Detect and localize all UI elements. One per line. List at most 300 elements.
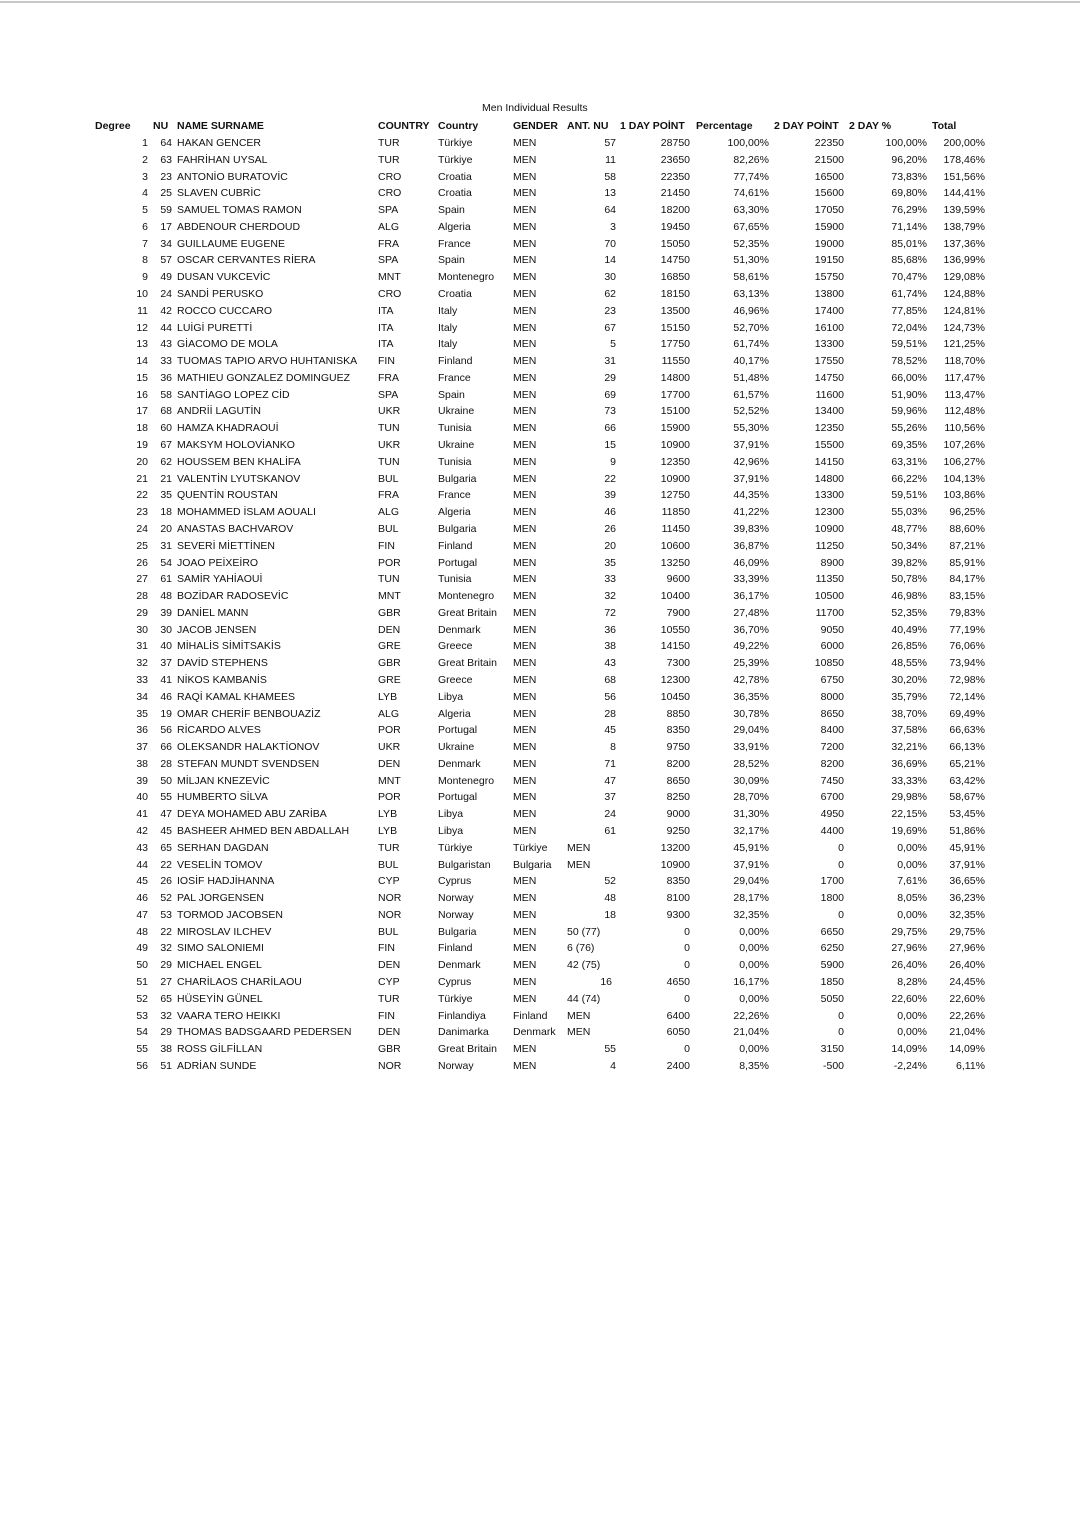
cell-country: Finlandiya: [438, 1009, 486, 1022]
cell-total: 45,91%: [949, 841, 985, 854]
table-row: [0, 756, 1080, 773]
cell-degree: 53: [136, 1009, 148, 1022]
cell-country-code: DEN: [378, 623, 401, 636]
table-row: [0, 336, 1080, 353]
table-row: [0, 706, 1080, 723]
cell-nu: 33: [160, 355, 172, 368]
table-row: [0, 857, 1080, 874]
table-row: [0, 638, 1080, 655]
cell-gender: MEN: [513, 506, 537, 519]
cell-total: 104,13%: [943, 472, 985, 485]
cell-day2-pct: 85,01%: [891, 237, 927, 250]
cell-total: 124,73%: [943, 321, 985, 334]
cell-nu: 57: [160, 254, 172, 267]
cell-name: HUMBERTO SİLVA: [177, 791, 268, 804]
cell-name: ROSS GİLFİLLAN: [177, 1043, 263, 1056]
cell-ant-nu: 33: [604, 573, 616, 586]
cell-gender: MEN: [513, 791, 537, 804]
cell-country: France: [438, 237, 471, 250]
cell-percentage: 30,78%: [733, 707, 769, 720]
cell-day1-point: 9250: [666, 824, 690, 837]
cell-degree: 47: [136, 908, 148, 921]
header-nu: NU: [153, 120, 169, 132]
table-row: [0, 605, 1080, 622]
cell-total: 124,88%: [943, 288, 985, 301]
cell-total: 117,47%: [944, 371, 985, 384]
cell-gender: MEN: [513, 908, 537, 921]
cell-day1-point: 12750: [660, 489, 690, 502]
table-row: [0, 370, 1080, 387]
cell-gender: MEN: [513, 992, 537, 1005]
cell-name: STEFAN MUNDT SVENDSEN: [177, 757, 320, 770]
cell-country-code: ALG: [378, 220, 400, 233]
cell-degree: 40: [136, 791, 148, 804]
cell-day2-pct: 29,75%: [891, 925, 927, 938]
cell-day2-point: 8650: [820, 707, 844, 720]
cell-day2-pct: 0,00%: [897, 1009, 927, 1022]
cell-nu: 41: [160, 673, 172, 686]
cell-ant-nu: 71: [604, 757, 616, 770]
cell-percentage: 37,91%: [733, 858, 769, 871]
cell-country: Libya: [438, 824, 464, 837]
cell-total: 21,04%: [949, 1026, 985, 1039]
cell-country-code: TUN: [378, 422, 400, 435]
cell-name: SERHAN DAGDAN: [177, 841, 269, 854]
table-row: [0, 789, 1080, 806]
cell-nu: 35: [160, 489, 172, 502]
cell-percentage: 25,39%: [733, 657, 769, 670]
cell-country: Tunisia: [438, 573, 472, 586]
cell-day1-point: 10450: [660, 690, 690, 703]
cell-percentage: 33,91%: [733, 741, 769, 754]
cell-nu: 47: [160, 808, 172, 821]
cell-country-code: DEN: [378, 1026, 401, 1039]
cell-ant-nu: 24: [604, 808, 616, 821]
cell-day2-point: 14800: [814, 472, 844, 485]
top-border-line: [0, 1, 1080, 3]
cell-country-code: GBR: [378, 606, 401, 619]
cell-name: GUILLAUME EUGENE: [177, 237, 285, 250]
cell-day1-point: 11450: [661, 522, 690, 535]
cell-ant-nu: 36: [604, 623, 616, 636]
cell-country-code: BUL: [378, 472, 399, 485]
cell-day1-point: 7300: [666, 657, 690, 670]
cell-percentage: 55,30%: [733, 422, 769, 435]
table-row: [0, 739, 1080, 756]
cell-name: ROCCO CUCCARO: [177, 304, 273, 317]
cell-country-code: FRA: [378, 237, 399, 250]
cell-total: 85,91%: [949, 556, 985, 569]
cell-percentage: 36,35%: [733, 690, 769, 703]
cell-degree: 5: [142, 204, 148, 217]
cell-day1-point: 17700: [660, 388, 690, 401]
cell-percentage: 37,91%: [733, 472, 769, 485]
cell-day2-point: 5900: [820, 959, 844, 972]
cell-day2-pct: 22,15%: [891, 808, 927, 821]
cell-ant-nu: 67: [604, 321, 616, 334]
cell-country: Montenegro: [438, 271, 495, 284]
table-row: [0, 890, 1080, 907]
cell-day2-pct: 27,96%: [891, 942, 927, 955]
cell-gender: MEN: [513, 1059, 537, 1072]
cell-day2-point: 12350: [814, 422, 844, 435]
cell-total: 79,83%: [949, 606, 985, 619]
cell-ant-nu: 22: [604, 472, 616, 485]
cell-day2-point: 4400: [820, 824, 844, 837]
cell-name: SLAVEN CUBRİC: [177, 187, 261, 200]
table-row: [0, 924, 1080, 941]
cell-gender: Denmark: [513, 1026, 556, 1039]
cell-day1-point: 8100: [666, 892, 690, 905]
cell-gender: MEN: [513, 1043, 537, 1056]
cell-total: 139,59%: [943, 204, 985, 217]
cell-name: MICHAEL ENGEL: [177, 959, 262, 972]
cell-degree: 20: [136, 455, 148, 468]
cell-country-code: BUL: [378, 925, 399, 938]
cell-nu: 24: [160, 288, 172, 301]
cell-country: Norway: [438, 908, 474, 921]
cell-country: Greece: [438, 640, 473, 653]
cell-degree: 36: [136, 724, 148, 737]
cell-degree: 8: [142, 254, 148, 267]
cell-nu: 36: [160, 371, 172, 384]
cell-extra: 44 (74): [567, 992, 601, 1005]
cell-extra: 42 (75): [567, 959, 601, 972]
cell-total: 76,06%: [949, 640, 985, 653]
cell-day2-pct: 8,05%: [897, 892, 927, 905]
cell-day2-pct: 0,00%: [897, 841, 927, 854]
cell-name: CHARİLAOS CHARİLAOU: [177, 976, 302, 988]
cell-day2-pct: 70,47%: [891, 271, 927, 284]
cell-day1-point: 0: [684, 992, 690, 1005]
table-row: [0, 504, 1080, 521]
cell-day2-point: 3150: [820, 1043, 844, 1056]
table-row: [0, 974, 1080, 991]
cell-percentage: 16,17%: [733, 976, 769, 988]
cell-ant-nu: 47: [604, 774, 616, 787]
cell-name: MIROSLAV ILCHEV: [177, 925, 272, 938]
cell-day2-pct: 30,20%: [891, 673, 927, 686]
cell-day1-point: 8250: [666, 791, 690, 804]
cell-degree: 56: [136, 1059, 148, 1072]
cell-country: Norway: [438, 1059, 474, 1072]
cell-gender: MEN: [513, 237, 537, 250]
cell-day1-point: 7900: [666, 606, 690, 619]
cell-name: SEVERİ MİETTİNEN: [177, 539, 276, 552]
table-row: [0, 1008, 1080, 1025]
cell-country: Montenegro: [438, 774, 495, 787]
cell-degree: 9: [142, 271, 148, 284]
cell-day2-point: 11350: [815, 573, 844, 586]
cell-nu: 32: [160, 942, 172, 955]
cell-country-code: GBR: [378, 657, 401, 670]
cell-gender: MEN: [513, 439, 537, 452]
cell-name: HAKAN GENCER: [177, 137, 262, 149]
cell-day2-point: 17050: [814, 204, 844, 217]
cell-day1-point: 9300: [666, 908, 690, 921]
cell-nu: 29: [160, 1026, 172, 1039]
cell-name: VALENTİN LYUTSKANOV: [177, 472, 301, 485]
cell-day2-point: 0: [838, 908, 844, 921]
cell-percentage: 46,09%: [733, 556, 769, 569]
cell-day1-point: 13200: [660, 841, 690, 854]
cell-day2-point: 0: [838, 1026, 844, 1039]
cell-name: JACOB JENSEN: [177, 623, 257, 636]
cell-day2-point: 13300: [814, 489, 844, 502]
cell-total: 96,25%: [949, 506, 985, 519]
cell-degree: 16: [136, 388, 148, 401]
cell-gender: Türkiye: [513, 841, 548, 854]
cell-country-code: MNT: [378, 271, 401, 284]
cell-gender: MEN: [513, 774, 537, 787]
cell-nu: 68: [160, 405, 172, 418]
cell-day2-point: 16100: [814, 321, 844, 334]
cell-day1-point: 21450: [660, 187, 690, 200]
cell-name: SAMUEL TOMAS RAMON: [177, 204, 302, 217]
cell-percentage: 63,13%: [733, 288, 769, 301]
cell-name: SANTİAGO LOPEZ CİD: [177, 388, 290, 401]
cell-country: Norway: [438, 892, 474, 905]
cell-country: Algeria: [438, 707, 471, 720]
table-row: [0, 1041, 1080, 1058]
cell-degree: 38: [136, 757, 148, 770]
cell-gender: MEN: [513, 690, 537, 703]
cell-country: Cyprus: [438, 976, 472, 988]
cell-ant-nu: 48: [604, 892, 616, 905]
cell-country-code: CYP: [378, 976, 400, 988]
cell-day2-point: 12300: [814, 506, 844, 519]
cell-country-code: POR: [378, 791, 401, 804]
cell-degree: 41: [136, 808, 148, 821]
cell-country: Italy: [438, 338, 458, 351]
cell-name: GİACOMO DE MOLA: [177, 338, 278, 351]
cell-day2-point: 0: [838, 841, 844, 854]
cell-gender: MEN: [513, 472, 537, 485]
cell-percentage: 36,70%: [733, 623, 769, 636]
cell-day2-point: 10900: [814, 522, 844, 535]
cell-country: Danimarka: [438, 1026, 489, 1039]
cell-ant-nu: 11: [605, 153, 616, 166]
cell-day1-point: 14150: [660, 640, 690, 653]
header-row: [0, 118, 1080, 135]
cell-nu: 22: [160, 925, 172, 938]
cell-nu: 64: [160, 137, 172, 149]
cell-day1-point: 8200: [666, 757, 690, 770]
cell-country-code: GRE: [378, 673, 401, 686]
cell-day2-point: 16500: [814, 170, 844, 183]
cell-percentage: 8,35%: [739, 1059, 769, 1072]
cell-day1-point: 6050: [666, 1026, 690, 1039]
cell-country: Montenegro: [438, 590, 495, 603]
cell-percentage: 58,61%: [733, 271, 769, 284]
cell-total: 66,13%: [949, 741, 985, 754]
cell-percentage: 31,30%: [733, 808, 769, 821]
cell-percentage: 42,78%: [733, 673, 769, 686]
cell-degree: 4: [142, 187, 148, 200]
cell-name: LUİGİ PURETTİ: [177, 321, 253, 334]
cell-day1-point: 10900: [660, 472, 690, 485]
cell-degree: 13: [136, 338, 148, 351]
cell-gender: MEN: [513, 355, 537, 368]
cell-ant-nu: 69: [604, 388, 616, 401]
cell-nu: 19: [160, 707, 172, 720]
cell-country: Denmark: [438, 959, 481, 972]
cell-name: JOAO PEİXEİRO: [177, 556, 259, 569]
cell-gender: MEN: [513, 556, 537, 569]
cell-total: 144,41%: [943, 187, 985, 200]
cell-ant-nu: 4: [610, 1059, 616, 1072]
cell-total: 129,08%: [943, 271, 985, 284]
cell-name: PAL JORGENSEN: [177, 892, 264, 905]
cell-percentage: 40,17%: [733, 355, 769, 368]
cell-country-code: LYB: [378, 690, 398, 703]
cell-total: 118,70%: [944, 355, 985, 368]
cell-total: 58,67%: [949, 791, 985, 804]
cell-name: DUSAN VUKCEVİC: [177, 271, 271, 284]
cell-day2-point: 14750: [814, 371, 844, 384]
cell-day2-pct: -2,24%: [893, 1059, 927, 1072]
cell-percentage: 33,39%: [733, 573, 769, 586]
cell-day2-pct: 52,35%: [891, 606, 927, 619]
cell-gender: MEN: [513, 388, 537, 401]
cell-day2-pct: 50,78%: [891, 573, 927, 586]
cell-extra: 50 (77): [567, 925, 601, 938]
cell-day2-pct: 0,00%: [897, 908, 927, 921]
cell-day1-point: 18150: [660, 288, 690, 301]
header-day2-pct: 2 DAY %: [849, 120, 892, 132]
cell-nu: 54: [160, 556, 172, 569]
cell-degree: 50: [136, 959, 148, 972]
cell-percentage: 61,57%: [733, 388, 769, 401]
cell-name: ANASTAS BACHVAROV: [177, 522, 294, 535]
cell-day1-point: 4650: [666, 976, 690, 988]
cell-percentage: 39,83%: [733, 522, 769, 535]
cell-ant-nu: 46: [604, 506, 616, 519]
cell-name: RİCARDO ALVES: [177, 724, 261, 737]
cell-gender: MEN: [513, 875, 537, 888]
cell-day2-pct: 48,55%: [891, 657, 927, 670]
cell-day2-pct: 37,58%: [891, 724, 927, 737]
cell-day1-point: 15150: [660, 321, 690, 334]
cell-degree: 6: [142, 220, 148, 233]
cell-total: 29,75%: [949, 925, 985, 938]
cell-ant-nu: 29: [604, 371, 616, 384]
cell-day2-point: 11600: [815, 388, 844, 401]
cell-country-code: NOR: [378, 908, 402, 921]
cell-gender: MEN: [513, 371, 537, 384]
cell-ant-nu: 3: [610, 220, 616, 233]
cell-percentage: 21,04%: [733, 1026, 769, 1039]
cell-gender: MEN: [513, 757, 537, 770]
table-row: [0, 722, 1080, 739]
cell-ant-nu: 16: [600, 976, 612, 988]
cell-percentage: 0,00%: [739, 992, 769, 1005]
cell-country: Bulgaristan: [438, 858, 491, 871]
cell-percentage: 51,48%: [733, 371, 769, 384]
cell-total: 121,25%: [943, 338, 985, 351]
cell-nu: 23: [160, 170, 172, 183]
cell-ant-nu: 26: [604, 522, 616, 535]
cell-total: 66,63%: [949, 724, 985, 737]
cell-country-code: DEN: [378, 757, 401, 770]
cell-day2-pct: 38,70%: [891, 707, 927, 720]
cell-day2-pct: 77,85%: [891, 304, 927, 317]
cell-country-code: GRE: [378, 640, 401, 653]
cell-day2-pct: 72,04%: [891, 321, 927, 334]
cell-total: 72,98%: [949, 673, 985, 686]
cell-percentage: 61,74%: [733, 338, 769, 351]
cell-ant-nu: 14: [604, 254, 616, 267]
cell-country: Croatia: [438, 288, 472, 301]
cell-day1-point: 22350: [660, 170, 690, 183]
cell-nu: 65: [160, 841, 172, 854]
cell-country: Spain: [438, 388, 465, 401]
cell-name: OMAR CHERİF BENBOUAZİZ: [177, 707, 321, 720]
cell-total: 113,47%: [944, 388, 985, 401]
table-row: [0, 403, 1080, 420]
cell-name: QUENTİN ROUSTAN: [177, 489, 278, 502]
cell-percentage: 36,17%: [733, 590, 769, 603]
cell-nu: 51: [160, 1059, 172, 1072]
cell-country: Tunisia: [438, 422, 472, 435]
cell-name: DANİEL MANN: [177, 606, 249, 619]
cell-total: 51,86%: [949, 824, 985, 837]
cell-day1-point: 10600: [660, 539, 690, 552]
cell-total: 136,99%: [943, 254, 985, 267]
cell-ant-nu: 70: [604, 237, 616, 250]
table-row: [0, 387, 1080, 404]
cell-ant-nu: 45: [604, 724, 616, 737]
cell-day1-point: 13500: [660, 304, 690, 317]
cell-gender: MEN: [513, 606, 537, 619]
cell-degree: 18: [136, 422, 148, 435]
cell-day2-point: 5050: [820, 992, 844, 1005]
cell-day1-point: 17750: [660, 338, 690, 351]
cell-name: SANDİ PERUSKO: [177, 288, 264, 301]
cell-ant-nu: 62: [604, 288, 616, 301]
cell-nu: 53: [160, 908, 172, 921]
cell-day2-pct: 29,98%: [891, 791, 927, 804]
cell-gender: MEN: [513, 489, 537, 502]
cell-country-code: FIN: [378, 355, 395, 368]
cell-country-code: POR: [378, 556, 401, 569]
header-day1-point: 1 DAY POİNT: [620, 120, 685, 132]
cell-day2-pct: 59,51%: [891, 338, 927, 351]
cell-total: 27,96%: [949, 942, 985, 955]
cell-name: DAVİD STEPHENS: [177, 657, 268, 670]
cell-country: Portugal: [438, 791, 478, 804]
cell-nu: 31: [160, 539, 172, 552]
cell-country: Italy: [438, 304, 458, 317]
cell-day2-pct: 32,21%: [891, 741, 927, 754]
cell-day2-pct: 0,00%: [897, 858, 927, 871]
cell-percentage: 52,70%: [733, 321, 769, 334]
cell-day2-point: 8400: [820, 724, 844, 737]
table-row: [0, 806, 1080, 823]
cell-total: 63,42%: [949, 774, 985, 787]
cell-day2-point: 8200: [820, 757, 844, 770]
cell-ant-nu: 15: [604, 439, 616, 452]
table-row: [0, 1058, 1080, 1075]
cell-country-code: FIN: [378, 1009, 395, 1022]
cell-percentage: 52,52%: [733, 405, 769, 418]
cell-country-code: CRO: [378, 288, 402, 301]
cell-day2-point: 11700: [815, 606, 844, 619]
cell-day1-point: 11850: [661, 506, 690, 519]
table-row: [0, 773, 1080, 790]
cell-percentage: 29,04%: [733, 875, 769, 888]
cell-country: Ukraine: [438, 439, 475, 452]
